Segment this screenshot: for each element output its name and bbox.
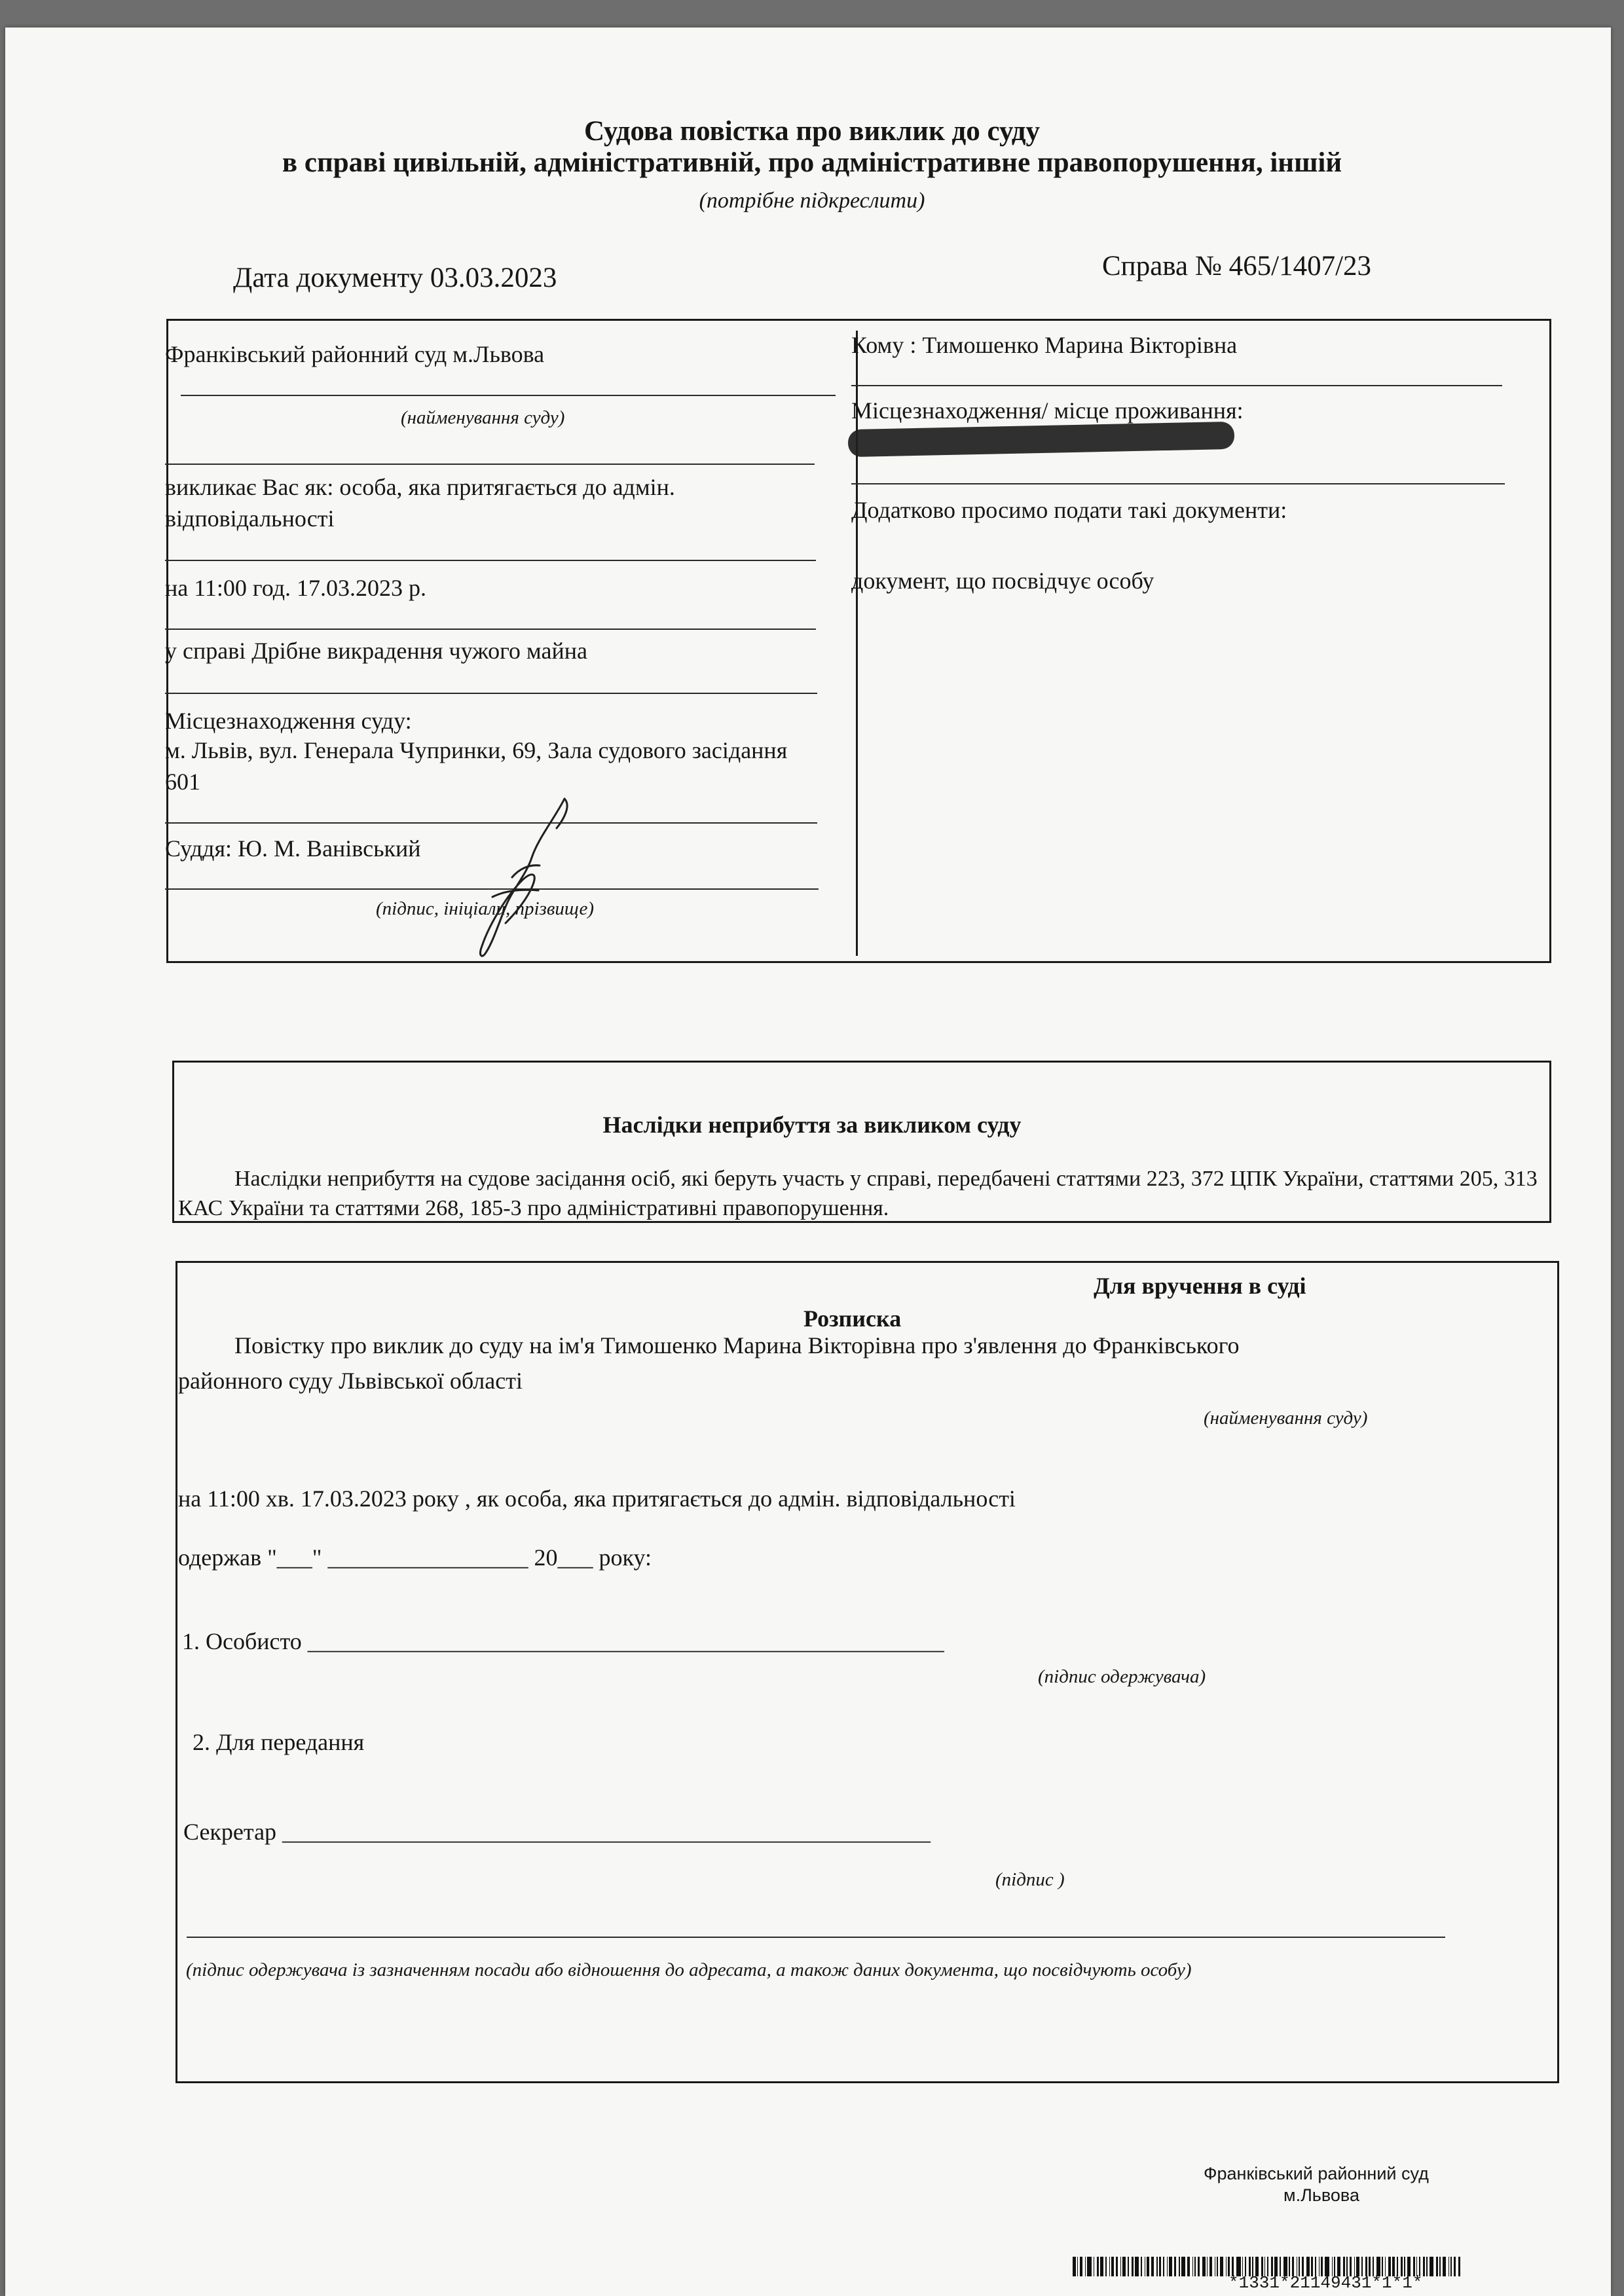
rule — [851, 483, 1505, 484]
recipient: Кому : Тимошенко Марина Вікторівна — [851, 332, 1238, 358]
barcode-bar — [1147, 2257, 1149, 2276]
for-transfer-line: 2. Для передання — [193, 1729, 365, 1755]
extra-documents-label: Додатково просимо подати такі документи: — [851, 497, 1287, 523]
barcode-bar — [1430, 2257, 1433, 2276]
barcode-bar — [1426, 2257, 1428, 2276]
stamp-line1: Франківський районний суд — [1204, 2164, 1429, 2183]
barcode-bar — [1156, 2257, 1158, 2276]
barcode-text: *1331*21149431*1*1* — [1228, 2273, 1423, 2293]
court-name: Франківський районний суд м.Львова — [165, 341, 545, 367]
barcode-bar — [1174, 2257, 1176, 2276]
court-caption: (найменування суду) — [401, 407, 565, 428]
barcode-bar — [1181, 2257, 1185, 2276]
barcode-bar — [1120, 2257, 1122, 2276]
rule — [165, 560, 816, 561]
barcode-bar — [1198, 2257, 1200, 2276]
barcode-bar — [1094, 2257, 1095, 2276]
barcode-bar — [1454, 2257, 1456, 2276]
court-location-label: Місцезнаходження суду: — [165, 708, 412, 734]
receipt-time-line: на 11:00 хв. 17.03.2023 року , як особа, яка притягається до адмін. відповідальності — [178, 1485, 1016, 1512]
barcode-bar — [1443, 2257, 1446, 2276]
receipt-line1: Повістку про виклик до суду на ім'я Тимошенко Марина Вікторівна про з'явлення до Франківського — [234, 1332, 1240, 1358]
personally-line: 1. Особисто ______________________________________________________ — [182, 1628, 944, 1654]
judge-signature — [466, 792, 578, 962]
barcode-bar — [1449, 2257, 1450, 2276]
barcode-bar — [1226, 2257, 1227, 2276]
for-delivery-label: Для вручення в суді — [1094, 1273, 1306, 1299]
rule — [851, 385, 1502, 386]
case-subject: у справі Дрібне викрадення чужого майна — [165, 638, 587, 664]
barcode-bar — [1077, 2257, 1079, 2276]
barcode-bar — [1167, 2257, 1168, 2276]
barcode-bar — [1109, 2257, 1111, 2276]
barcode-bar — [1220, 2257, 1223, 2276]
barcode-bar — [1085, 2257, 1086, 2276]
rule — [165, 629, 816, 630]
address-label: Місцезнаходження/ місце проживання: — [851, 397, 1244, 424]
summons-as: викликає Вас як: особа, яка притягається до адмін. відповідальності — [165, 474, 675, 532]
barcode-bar — [1217, 2257, 1218, 2276]
barcode-bar — [1423, 2257, 1425, 2276]
barcode-bar — [1215, 2257, 1216, 2276]
secretary-signature-caption: (підпис ) — [995, 1869, 1065, 1890]
barcode-bar — [1439, 2257, 1441, 2276]
title-note: (потрібне підкреслити) — [699, 189, 925, 213]
document-date: Дата документу 03.03.2023 — [233, 263, 557, 293]
barcode-bar — [1450, 2257, 1452, 2276]
rule — [165, 464, 815, 465]
barcode-bar — [1163, 2257, 1164, 2276]
barcode-bar — [1100, 2257, 1103, 2276]
court-location-value: м. Львів, вул. Генерала Чупринки, 69, Зала судового засідання 601 — [165, 737, 788, 795]
signature-caption: (підпис, ініціали, прізвище) — [376, 898, 595, 919]
table-divider — [856, 331, 858, 956]
barcode-bar — [1187, 2257, 1189, 2276]
barcode-bar — [1192, 2257, 1194, 2276]
extra-documents-value: документ, що посвідчує особу — [851, 568, 1154, 594]
barcode-bar — [1111, 2257, 1113, 2276]
barcode-bar — [1145, 2257, 1146, 2276]
barcode-bar — [1135, 2257, 1139, 2276]
title-line1: Судова повістка про виклик до суду — [583, 116, 1041, 147]
rule — [181, 395, 836, 396]
barcode-bar — [1179, 2257, 1180, 2276]
barcode-bar — [1458, 2257, 1460, 2276]
rule — [187, 1937, 1445, 1938]
receipt-bottom-caption: (підпис одержувача із зазначенням посади або відношення до адресата, а також даних документа, що посвідчують особу) — [186, 1959, 1192, 1980]
barcode-bar — [1209, 2257, 1211, 2276]
barcode-bar — [1116, 2257, 1118, 2276]
barcode-bar — [1207, 2257, 1208, 2276]
barcode-bar — [1151, 2257, 1154, 2276]
consequences-text: Наслідки неприбуття на судове засідання осіб, які беруть участь у справі, передбачені статтями 223, 372 ЦПК України, статтями 205, 313 КАС України та статтями 268, 185-3 про адміністративні правопорушення. — [178, 1167, 1538, 1220]
barcode-bar — [1436, 2257, 1438, 2276]
rule — [165, 693, 817, 694]
hearing-time: на 11:00 год. 17.03.2023 р. — [165, 575, 427, 601]
case-number: Справа № 465/1407/23 — [1102, 251, 1372, 282]
barcode-bar — [1202, 2257, 1206, 2276]
received-line: одержав "___" _________________ 20___ року: — [178, 1544, 652, 1571]
barcode-bar — [1080, 2257, 1082, 2276]
barcode-bar — [1141, 2257, 1142, 2276]
barcode-bar — [1159, 2257, 1161, 2276]
receipt-title: Розписка — [803, 1305, 902, 1332]
recipient-signature-caption: (підпис одержувача) — [1038, 1666, 1206, 1687]
receipt-court-caption: (найменування суду) — [1204, 1408, 1368, 1429]
secretary-line: Секретар _______________________________________________________ — [183, 1819, 931, 1845]
barcode-bar — [1097, 2257, 1099, 2276]
title-line2: в справі цивільній, адміністративній, про адміністративне правопорушення, іншій — [282, 147, 1342, 178]
receipt-line2: районного суду Львівської області — [178, 1368, 523, 1394]
consequences-title: Наслідки неприбуття за викликом суду — [602, 1112, 1022, 1138]
judge-name: Суддя: Ю. М. Ванівський — [165, 835, 421, 862]
stamp-line2: м.Львова — [1283, 2185, 1359, 2205]
barcode-bar — [1194, 2257, 1196, 2276]
barcode-bar — [1169, 2257, 1172, 2276]
barcode-bar — [1073, 2257, 1076, 2276]
barcode-bar — [1132, 2257, 1134, 2276]
barcode-bar — [1105, 2257, 1107, 2276]
barcode-bar — [1122, 2257, 1126, 2276]
barcode-bar — [1087, 2257, 1091, 2276]
barcode-bar — [1128, 2257, 1129, 2276]
